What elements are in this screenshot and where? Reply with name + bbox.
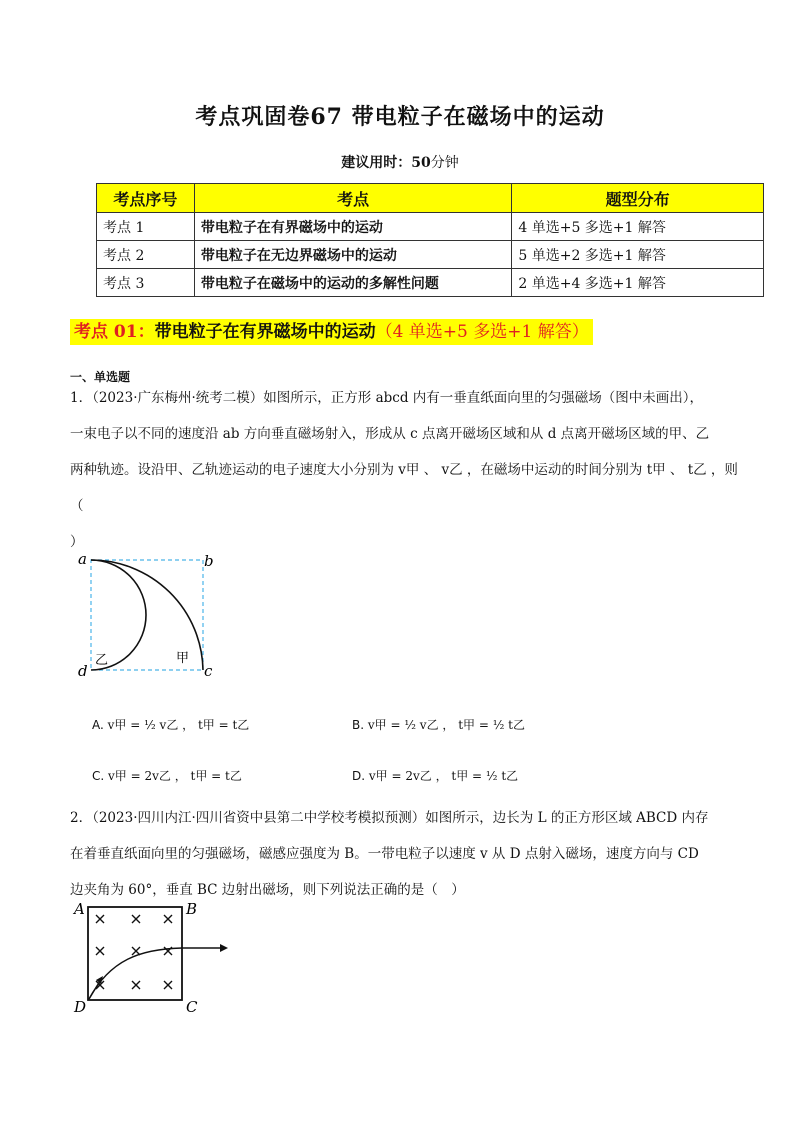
page-title: 考点巩固卷67 带电粒子在磁场中的运动 [195, 104, 605, 130]
corner-label-B: B [186, 900, 198, 918]
corner-label-D: D [74, 998, 87, 1016]
corner-label-A: A [74, 900, 85, 918]
table-cell: 2 单选+4 多选+1 解答 [512, 269, 764, 297]
corner-label-a: a [78, 550, 87, 568]
table-cell: 考点 2 [97, 241, 195, 269]
field-marks [96, 915, 172, 989]
table-row [97, 241, 764, 269]
overview-table [96, 183, 764, 297]
question-2-figure [70, 900, 240, 1020]
table-header: 考点 [194, 184, 511, 213]
table-row [97, 269, 764, 297]
suggested-time: 建议用时：50分钟 [341, 155, 459, 171]
trajectory-label-yi: 乙 [95, 653, 109, 668]
table-header: 题型分布 [512, 184, 764, 213]
corner-label-C: C [186, 998, 198, 1016]
table-header-row [97, 184, 764, 213]
question-2 [70, 800, 738, 908]
corner-label-d: d [78, 662, 88, 680]
section-heading: 考点 01：带电粒子在有界磁场中的运动（4 单选+5 多选+1 解答） [70, 319, 593, 345]
question-1-figure [70, 548, 230, 688]
option-a[interactable]: A. v甲 = ½ v乙 ， t甲 = t乙 [92, 718, 250, 732]
question-text: 2．（2023·四川内江·四川省资中县第二中学校考模拟预测）如图所示，边长为 L 的正方形区域 ABCD 内存 [70, 810, 709, 826]
subheading: 一、单选题 [70, 370, 131, 384]
table-cell: 4 单选+5 多选+1 解答 [512, 213, 764, 241]
question-1 [70, 380, 738, 560]
trajectory-label-jia: 甲 [176, 651, 190, 666]
corner-label-c: c [204, 662, 213, 680]
question-text: 边夹角为 60°，垂直 BC 边射出磁场，则下列说法正确的是（ ） [70, 882, 465, 898]
table-cell: 带电粒子在有界磁场中的运动 [194, 213, 511, 241]
table-cell: 带电粒子在磁场中的运动的多解性问题 [194, 269, 511, 297]
question-text: 两种轨迹。设沿甲、乙轨迹运动的电子速度大小分别为 v甲 、 v乙 ，在磁场中运动的时间分别为 t甲 、 t乙 ，则（ [70, 462, 738, 514]
question-text: 一束电子以不同的速度沿 ab 方向垂直磁场射入，形成从 c 点离开磁场区域和从 d 点离开磁场区域的甲、乙 [70, 426, 710, 442]
table-cell: 考点 1 [97, 213, 195, 241]
table-cell: 5 单选+2 多选+1 解答 [512, 241, 764, 269]
table-header: 考点序号 [97, 184, 195, 213]
question-text: 在着垂直纸面向里的匀强磁场，磁感应强度为 B。一带电粒子以速度 v 从 D 点射入磁场，速度方向与 CD [70, 846, 699, 862]
question-text: ） [70, 534, 84, 550]
table-cell: 带电粒子在无边界磁场中的运动 [194, 241, 511, 269]
option-b[interactable]: B. v甲 = ½ v乙 ， t甲 = ½ t乙 [352, 718, 525, 732]
table-row [97, 213, 764, 241]
table-cell: 考点 3 [97, 269, 195, 297]
option-d[interactable]: D. v甲 = 2v乙 ， t甲 = ½ t乙 [352, 769, 519, 783]
question-text: 1．（2023·广东梅州·统考二模）如图所示，正方形 abcd 内有一垂直纸面向里的匀强磁场（图中未画出）， [70, 390, 704, 406]
corner-label-b: b [204, 552, 214, 570]
option-c[interactable]: C. v甲 = 2v乙 ， t甲 = t乙 [92, 769, 242, 783]
